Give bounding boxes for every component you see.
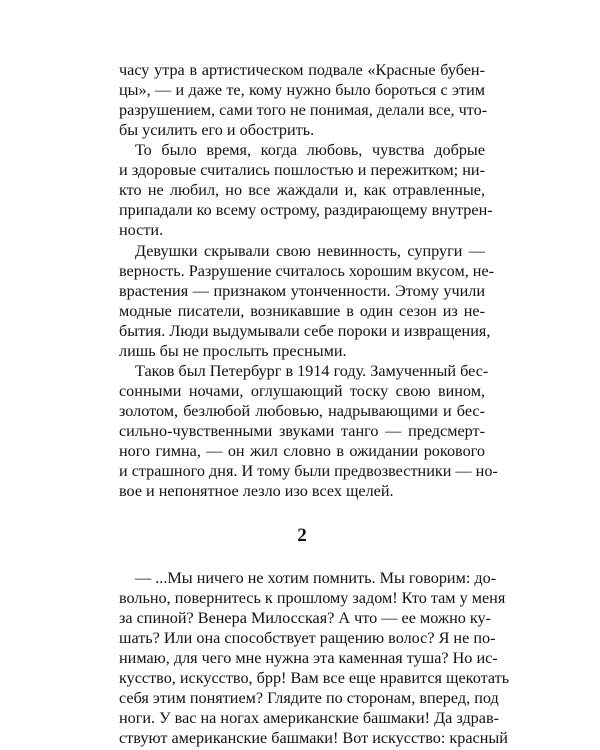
text-line: ного гимна, — он жил словно в ожидании рокового xyxy=(119,442,485,460)
text-line: разрушением, сами того не понимая, делали все, что- xyxy=(119,101,488,119)
text-line: ствуют американские башмаки! Вот искусство: красный xyxy=(119,729,508,747)
text-line: сонными ночами, оглушающий тоску свою вином, xyxy=(119,382,485,400)
text-line: бы усилить его и обострить. xyxy=(119,121,315,139)
text-line: и здоровые считались пошлостью и пережитком; ни- xyxy=(119,161,485,179)
text-line: золотом, безлюбой любовью, надрывающими и бес- xyxy=(119,402,485,420)
text-line: и страшного дня. И тому были предвозвестники — но- xyxy=(119,462,498,480)
text-line: шать? Или она способствует ращению волос? Я не по- xyxy=(119,629,496,647)
chapter-heading: 2 xyxy=(297,525,307,546)
text-line: лишь бы не прослыть пресными. xyxy=(119,342,347,360)
text-line: часу утра в артистическом подвале «Красные бубен- xyxy=(119,61,485,79)
text-line: нимаю, для чего мне нужна эта каменная туша? Но ис- xyxy=(119,649,498,667)
text-line: врастения — признаком утонченности. Этому учили xyxy=(119,282,485,300)
text-line: — ...Мы ничего не хотим помнить. Мы говорим: до- xyxy=(135,569,497,587)
text-line: модные писатели, возникавшие в один сезон из не- xyxy=(119,302,485,320)
text-line: То было время, когда любовь, чувства добрые xyxy=(135,141,485,159)
text-line: ности. xyxy=(119,221,164,239)
text-line: кусство, искусство, брр! Вам все еще нравится щекотать xyxy=(119,669,510,687)
text-line: сильно-чувственными звуками танго — предсмерт- xyxy=(119,422,485,440)
text-line: верность. Разрушение считалось хорошим вкусом, не- xyxy=(119,262,495,280)
text-line: за спиной? Венера Милосская? А что — ее можно ку- xyxy=(119,609,491,627)
text-line: вольно, повернитесь к прошлому задом! Кто там у меня xyxy=(119,589,506,607)
text-line: припадали ко всему острому, раздирающему внутрен- xyxy=(119,201,493,219)
text-line: кто не любил, но все жаждали и, как отравленные, xyxy=(119,181,485,199)
text-line: Таков был Петербург в 1914 году. Замученный бес- xyxy=(135,362,489,380)
text-line: вое и непонятное лезло изо всех щелей. xyxy=(119,482,394,500)
text-line: себя этим понятием? Глядите по сторонам, вперед, под xyxy=(119,689,499,707)
text-line: цы», — и даже те, кому нужно было бороться с этим xyxy=(119,81,485,99)
text-line: ноги. У вас на ногах американские башмаки! Да здрав- xyxy=(119,709,499,727)
text-line: Девушки скрывали свою невинность, супруги — xyxy=(135,242,485,260)
text-line: бытия. Люди выдумывали себе пороки и извращения, xyxy=(119,322,491,340)
